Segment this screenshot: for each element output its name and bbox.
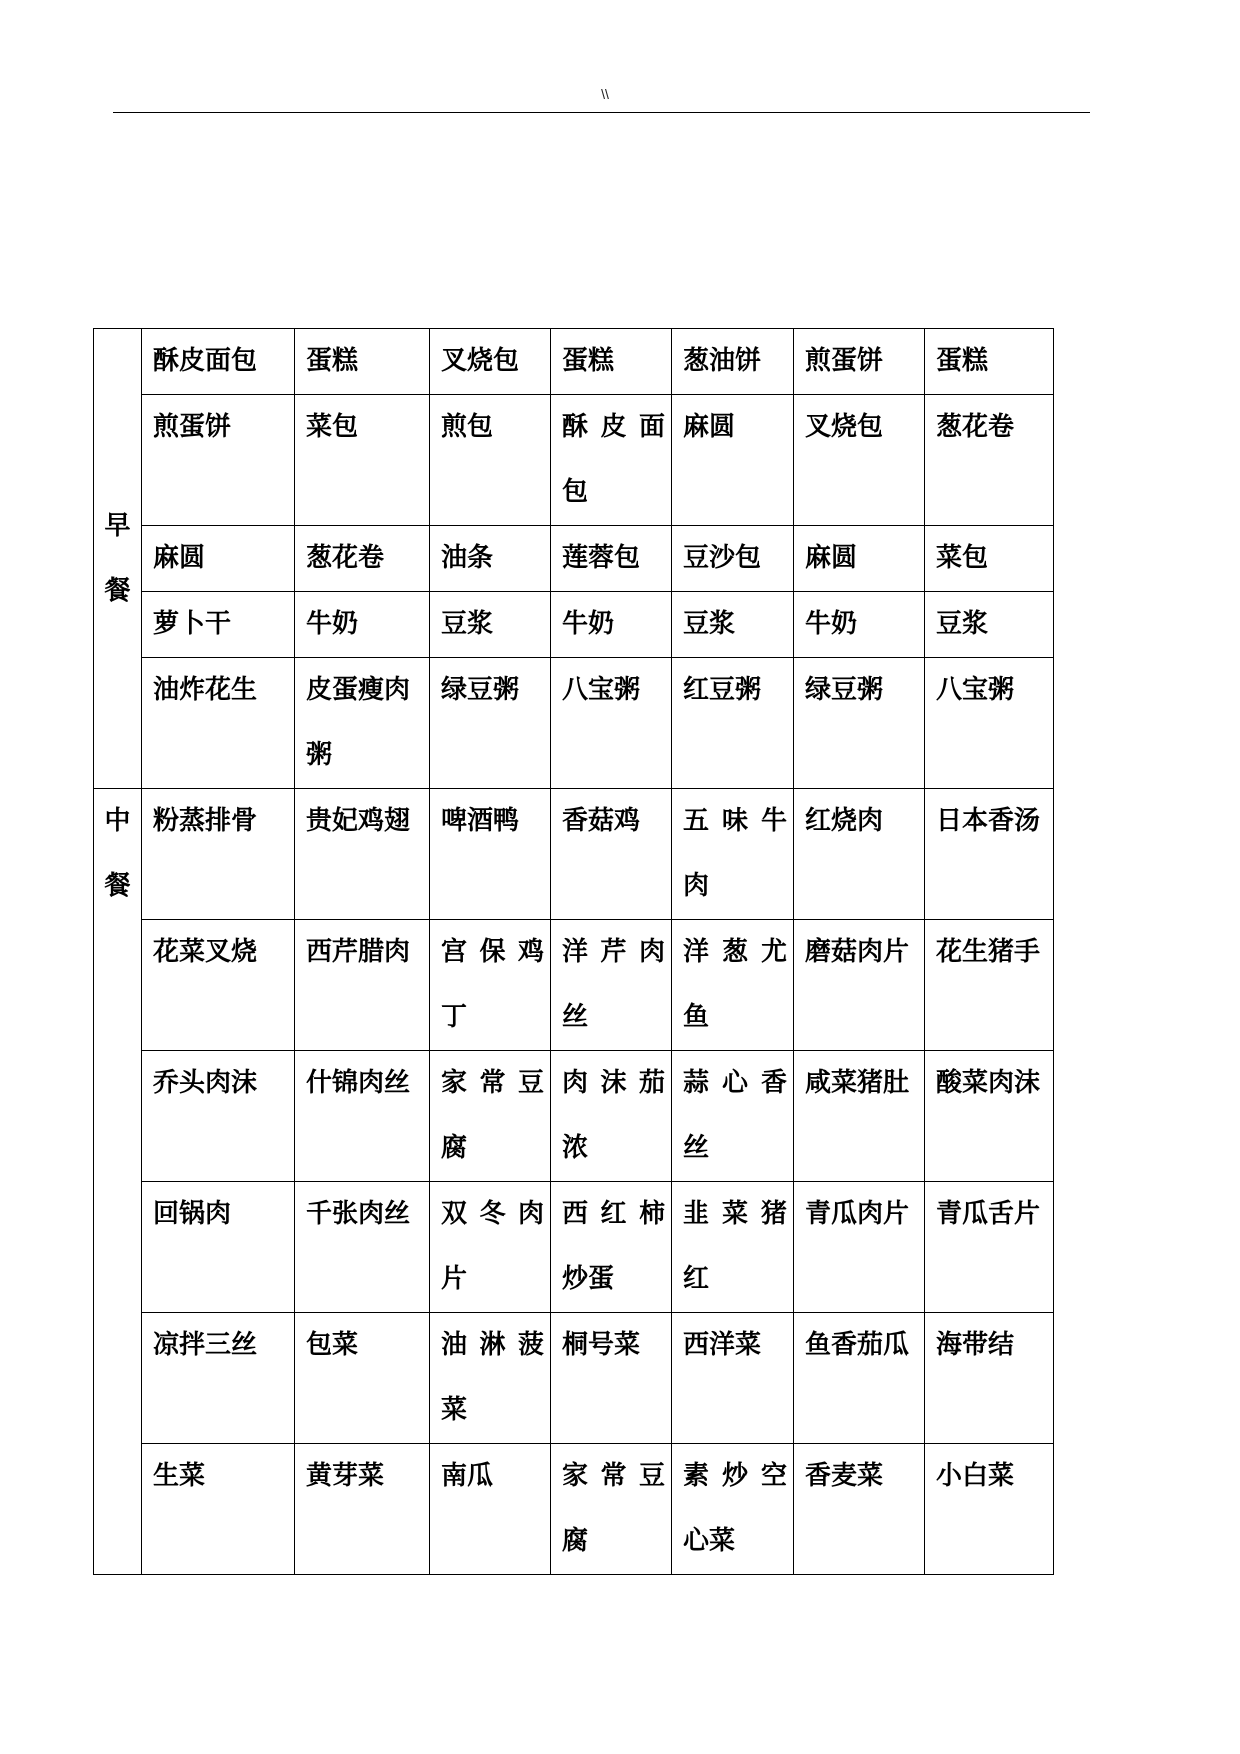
dish-name: 叉烧包 — [441, 346, 520, 376]
dish-name: 西洋菜 — [683, 1330, 762, 1360]
dish-name: 油 淋 菠 菜 — [441, 1330, 544, 1425]
dish-name: 酥皮面包 — [153, 346, 258, 376]
menu-table — [93, 328, 1054, 1575]
dish-name: 黄芽菜 — [306, 1461, 385, 1491]
menu-cell — [794, 789, 925, 920]
menu-cell — [430, 329, 551, 395]
menu-cell — [551, 395, 672, 526]
dish-name: 绿豆粥 — [805, 675, 884, 705]
menu-cell — [925, 526, 1054, 592]
menu-cell — [295, 1182, 430, 1313]
menu-cell — [295, 1313, 430, 1444]
dish-name: 青瓜舌片 — [936, 1199, 1041, 1229]
menu-cell — [142, 1182, 295, 1313]
menu-cell — [672, 329, 794, 395]
meal-label-text: 中餐 — [104, 806, 131, 901]
menu-cell — [295, 395, 430, 526]
menu-cell — [672, 1182, 794, 1313]
menu-body — [94, 329, 1054, 1575]
menu-cell — [142, 789, 295, 920]
menu-cell — [142, 920, 295, 1051]
dish-name: 牛奶 — [805, 609, 858, 639]
dish-name: 萝卜干 — [153, 609, 232, 639]
menu-cell — [430, 1182, 551, 1313]
dish-name: 牛奶 — [562, 609, 615, 639]
menu-cell — [672, 1051, 794, 1182]
menu-cell — [430, 1051, 551, 1182]
dish-name: 乔头肉沫 — [153, 1068, 258, 1098]
menu-cell — [672, 592, 794, 658]
menu-cell — [430, 395, 551, 526]
dish-name: 粉蒸排骨 — [153, 806, 258, 836]
menu-row — [94, 1444, 1054, 1575]
menu-cell — [794, 1182, 925, 1313]
menu-row — [94, 658, 1054, 789]
menu-row — [94, 1182, 1054, 1313]
menu-cell — [794, 1313, 925, 1444]
dish-name: 麻圆 — [153, 543, 206, 573]
dish-name: 菜包 — [306, 412, 359, 442]
menu-cell — [551, 789, 672, 920]
dish-name: 红烧肉 — [805, 806, 884, 836]
menu-cell — [142, 1313, 295, 1444]
dish-name: 蛋糕 — [936, 346, 989, 376]
dish-name: 酸菜肉沫 — [936, 1068, 1041, 1098]
menu-cell — [925, 789, 1054, 920]
menu-cell — [142, 658, 295, 789]
menu-cell — [925, 1313, 1054, 1444]
menu-cell — [142, 592, 295, 658]
dish-name: 什锦肉丝 — [306, 1068, 411, 1098]
menu-cell — [430, 658, 551, 789]
dish-name: 五 味 牛 肉 — [683, 806, 787, 901]
menu-cell — [295, 592, 430, 658]
menu-cell — [142, 526, 295, 592]
menu-cell — [295, 1444, 430, 1575]
menu-cell — [551, 658, 672, 789]
menu-cell — [672, 1444, 794, 1575]
menu-row — [94, 395, 1054, 526]
dish-name: 花生猪手 — [936, 937, 1041, 967]
dish-name: 洋 葱 尤 鱼 — [683, 937, 787, 1032]
menu-cell — [925, 1182, 1054, 1313]
menu-cell — [295, 526, 430, 592]
menu-row — [94, 920, 1054, 1051]
dish-name: 蒜 心 香 丝 — [683, 1068, 787, 1163]
menu-cell — [430, 920, 551, 1051]
dish-name: 西芹腊肉 — [306, 937, 411, 967]
dish-name: 香菇鸡 — [562, 806, 641, 836]
meal-label-lunch — [94, 789, 142, 1575]
dish-name: 葱花卷 — [306, 543, 385, 573]
dish-name: 皮蛋瘦肉粥 — [306, 675, 411, 770]
menu-cell — [551, 920, 672, 1051]
menu-cell — [295, 920, 430, 1051]
menu-cell — [430, 1313, 551, 1444]
dish-name: 磨菇肉片 — [805, 937, 910, 967]
menu-cell — [551, 592, 672, 658]
dish-name: 千张肉丝 — [306, 1199, 411, 1229]
dish-name: 酥 皮 面 包 — [562, 412, 665, 507]
header-rule — [113, 112, 1090, 113]
menu-cell — [672, 920, 794, 1051]
dish-name: 小白菜 — [936, 1461, 1015, 1491]
meal-label-breakfast — [94, 329, 142, 789]
menu-cell — [295, 329, 430, 395]
dish-name: 肉 沫 茄 浓 — [562, 1068, 665, 1163]
menu-cell — [925, 395, 1054, 526]
menu-cell — [551, 1182, 672, 1313]
menu-cell — [672, 658, 794, 789]
menu-row — [94, 789, 1054, 920]
menu-cell — [925, 329, 1054, 395]
menu-cell — [794, 658, 925, 789]
dish-name: 八宝粥 — [936, 675, 1015, 705]
dish-name: 洋 芹 肉 丝 — [562, 937, 665, 1032]
dish-name: 油条 — [441, 543, 494, 573]
menu-cell — [925, 1444, 1054, 1575]
dish-name: 海带结 — [936, 1330, 1015, 1360]
menu-cell — [430, 526, 551, 592]
dish-name: 绿豆粥 — [441, 675, 520, 705]
menu-cell — [794, 395, 925, 526]
dish-name: 蛋糕 — [306, 346, 359, 376]
dish-name: 家 常 豆 腐 — [562, 1461, 665, 1556]
dish-name: 莲蓉包 — [562, 543, 641, 573]
dish-name: 葱花卷 — [936, 412, 1015, 442]
menu-cell — [672, 789, 794, 920]
menu-cell — [295, 658, 430, 789]
menu-cell — [142, 1444, 295, 1575]
dish-name: 花菜叉烧 — [153, 937, 258, 967]
dish-name: 豆沙包 — [683, 543, 762, 573]
menu-cell — [794, 1051, 925, 1182]
dish-name: 菜包 — [936, 543, 989, 573]
menu-cell — [430, 789, 551, 920]
dish-name: 西 红 柿 炒蛋 — [562, 1199, 665, 1294]
menu-cell — [551, 1051, 672, 1182]
dish-name: 青瓜肉片 — [805, 1199, 910, 1229]
dish-name: 麻圆 — [805, 543, 858, 573]
menu-cell — [142, 395, 295, 526]
menu-cell — [672, 526, 794, 592]
dish-name: 煎蛋饼 — [805, 346, 884, 376]
dish-name: 八宝粥 — [562, 675, 641, 705]
dish-name: 豆浆 — [441, 609, 494, 639]
dish-name: 麻圆 — [683, 412, 736, 442]
menu-cell — [430, 592, 551, 658]
dish-name: 葱油饼 — [683, 346, 762, 376]
menu-cell — [925, 592, 1054, 658]
menu-cell — [794, 329, 925, 395]
dish-name: 凉拌三丝 — [153, 1330, 258, 1360]
menu-cell — [295, 1051, 430, 1182]
menu-row — [94, 329, 1054, 395]
menu-cell — [551, 329, 672, 395]
dish-name: 香麦菜 — [805, 1461, 884, 1491]
menu-cell — [672, 1313, 794, 1444]
dish-name: 油炸花生 — [153, 675, 258, 705]
menu-cell — [672, 395, 794, 526]
menu-cell — [925, 920, 1054, 1051]
dish-name: 蛋糕 — [562, 346, 615, 376]
menu-cell — [925, 658, 1054, 789]
dish-name: 红豆粥 — [683, 675, 762, 705]
dish-name: 豆浆 — [683, 609, 736, 639]
menu-cell — [430, 1444, 551, 1575]
dish-name: 鱼香茄瓜 — [805, 1330, 910, 1360]
dish-name: 咸菜猪肚 — [805, 1068, 910, 1098]
menu-cell — [794, 526, 925, 592]
dish-name: 素 炒 空 心菜 — [683, 1461, 787, 1556]
dish-name: 双 冬 肉 片 — [441, 1199, 544, 1294]
menu-cell — [551, 1313, 672, 1444]
menu-cell — [925, 1051, 1054, 1182]
meal-label-text: 早餐 — [104, 510, 131, 606]
menu-row — [94, 592, 1054, 658]
dish-name: 桐号菜 — [562, 1330, 641, 1360]
dish-name: 生菜 — [153, 1461, 206, 1491]
menu-cell — [142, 1051, 295, 1182]
menu-cell — [551, 1444, 672, 1575]
dish-name: 牛奶 — [306, 609, 359, 639]
dish-name: 啤酒鸭 — [441, 806, 520, 836]
dish-name: 回锅肉 — [153, 1199, 232, 1229]
menu-cell — [295, 789, 430, 920]
menu-row — [94, 1313, 1054, 1444]
menu-cell — [794, 1444, 925, 1575]
menu-cell — [142, 329, 295, 395]
menu-row — [94, 1051, 1054, 1182]
dish-name: 家 常 豆 腐 — [441, 1068, 544, 1163]
dish-name: 南瓜 — [441, 1461, 494, 1491]
menu-row — [94, 526, 1054, 592]
header-mark: \\ — [601, 86, 609, 102]
dish-name: 叉烧包 — [805, 412, 884, 442]
dish-name: 宫 保 鸡 丁 — [441, 937, 544, 1032]
dish-name: 豆浆 — [936, 609, 989, 639]
menu-cell — [794, 592, 925, 658]
dish-name: 煎蛋饼 — [153, 412, 232, 442]
dish-name: 包菜 — [306, 1330, 359, 1360]
menu-cell — [551, 526, 672, 592]
dish-name: 日本香汤 — [936, 806, 1041, 836]
dish-name: 韭 菜 猪 红 — [683, 1199, 787, 1294]
menu-cell — [794, 920, 925, 1051]
dish-name: 贵妃鸡翅 — [306, 806, 411, 836]
dish-name: 煎包 — [441, 412, 494, 442]
